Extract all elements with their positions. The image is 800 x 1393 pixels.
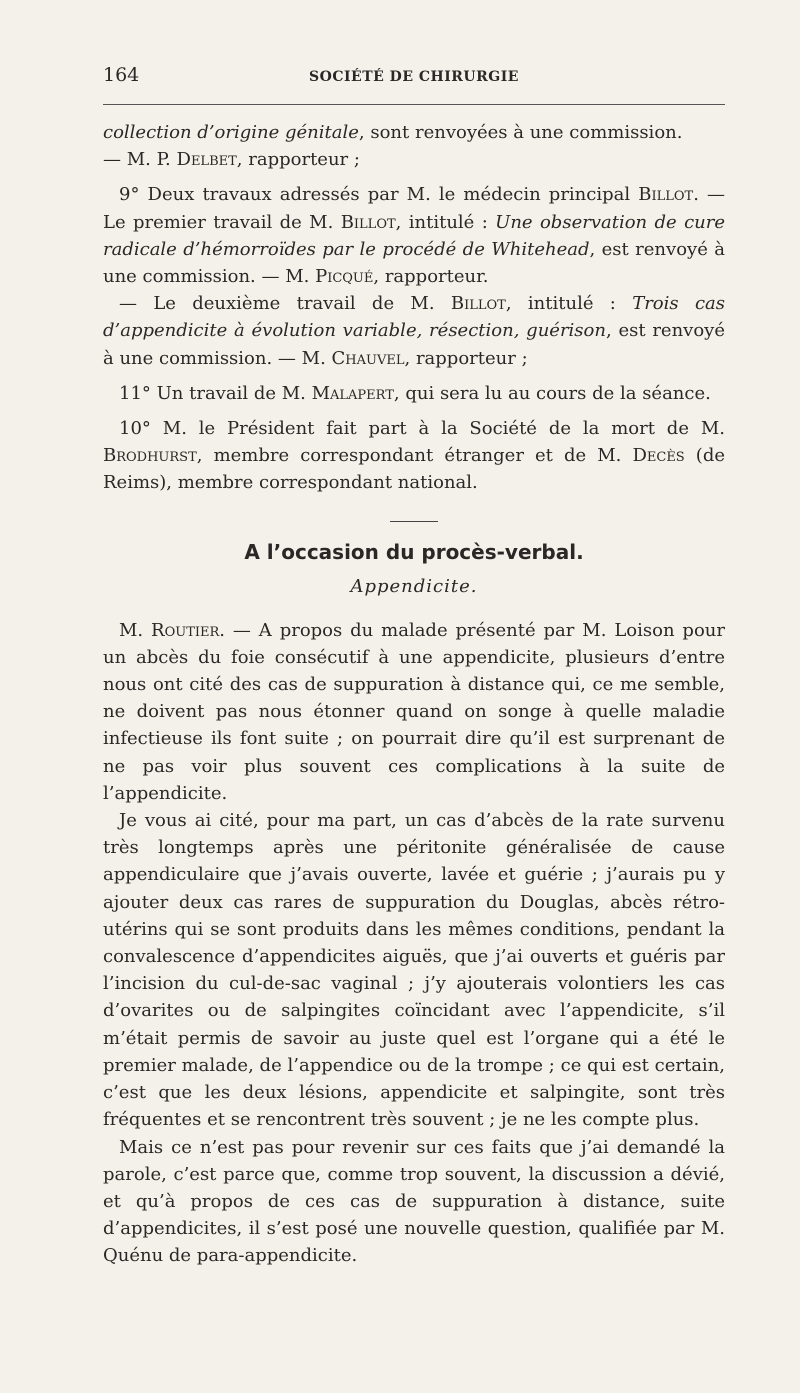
text-fragment: . — A propos du malade présenté par M. Loison pour un abcès du foie consécutif à une appendicite, plusieurs d’entre nous ont cité des cas de suppuration à distance qui, ce me semble, ne doivent pas nous étonner quand on songe à quelle maladie infectieuse ils font suite ; on pourrait dire qu’il est surprenant de ne pas voir plus souvent ces complications à la suite de l’appendicite. [103,619,725,804]
person-name: Picqué [315,266,374,288]
text-fragment: 11° Un travail de M. [119,382,312,404]
paragraph-routier [103,617,725,807]
page-number: 164 [103,64,140,86]
section-separator [390,521,438,522]
text-fragment: , rapporteur. [373,266,489,288]
person-name: Decès [632,445,685,467]
text-fragment: (de Reims), membre correspondant national. [103,445,725,494]
item-10 [103,415,725,497]
italic-title: collection d’origine génitale [103,122,359,143]
item-9 [103,181,725,290]
running-title: SOCIÉTÉ DE CHIRURGIE [309,69,519,85]
header-rule [103,104,725,105]
text-fragment: 9° Deux travaux adressés par M. le médecin principal [119,184,639,206]
text-fragment: , est renvoyé à une commission. — M. [103,320,725,369]
speaker-name: M. Routier [119,619,220,641]
item-11 [103,380,725,407]
text-fragment: , intitulé : [505,293,633,315]
italic-title: Une observation de cure radicale d’hémorroïdes par le procédé de Whitehead [103,211,726,260]
text-fragment: 10° M. le Président fait part à la Société de la mort de M. [119,418,725,440]
person-name: Billot [450,293,506,315]
document-page [103,64,725,1270]
text-fragment: , rapporteur ; [236,149,360,171]
text-fragment: — Le deuxième travail de M. [119,293,451,315]
person-name: Brodhurst [103,445,197,467]
text-fragment: , intitulé : [395,211,496,233]
text-fragment: — M. P. [103,149,177,171]
section-heading: A l’occasion du procès-verbal. [244,539,584,564]
text-fragment: , sont renvoyées à une commission. [358,122,683,143]
text-fragment: , est renvoyé à une commission. — M. [103,238,726,288]
item-9-second-work [103,290,725,372]
person-name: Malapert [311,382,394,404]
text-fragment: , rapporteur ; [404,347,528,369]
page-header [103,64,725,98]
person-name: Delbet [176,149,237,171]
person-name: Billot [340,211,396,233]
paragraph-2: Je vous ai cité, pour ma part, un cas d’abcès de la rate survenu très longtemps après une péritonite généralisée de cause appendiculaire que j’avais ouverte, lavée et guérie ; j’aurais pu y ajouter deux cas rares de suppuration du Douglas, abcès rétro-utérins qui se sont produits dans les mêmes conditions, pendant la convalescence d’appendicites aiguës, que j’ai ouverts et guéris par l’incision du cul-de-sac vaginal ; j’y ajouterais volontiers les cas d’ovarites ou de salpingites coïncidant avec l’appendicite, s’il m’était permis de savoir au juste quel est l’organe qui a été le premier malade, de l’appendice ou de la trompe ; ce qui est certain, c’est que les deux lésions, appendicite et salpingite, sont très fréquentes et se rencontrent très souvent ; je ne les compte plus. [103,810,725,1131]
paragraph-3: Mais ce n’est pas pour revenir sur ces faits que j’ai demandé la parole, c’est parce que, comme trop souvent, la discussion a dévié, et qu’à propos de ces cas de suppuration à distance, suite d’appendicites, il s’est posé une nouvelle question, qualifiée par M. Quénu de para-appendicite. [103,1136,725,1267]
section-subheading: Appendicite. [350,575,478,597]
text-fragment: . — Le premier travail de M. [103,184,725,233]
paragraph-commission-delbet [103,119,725,173]
person-name: Chauvel [331,347,405,369]
italic-title: Trois cas d’appendicite à évolution variable, résection, guérison [103,293,725,342]
text-fragment: , qui sera lu au cours de la séance. [393,382,711,404]
person-name: Billot [638,184,694,206]
text-fragment: , membre correspondant étranger et de M. [196,445,633,467]
